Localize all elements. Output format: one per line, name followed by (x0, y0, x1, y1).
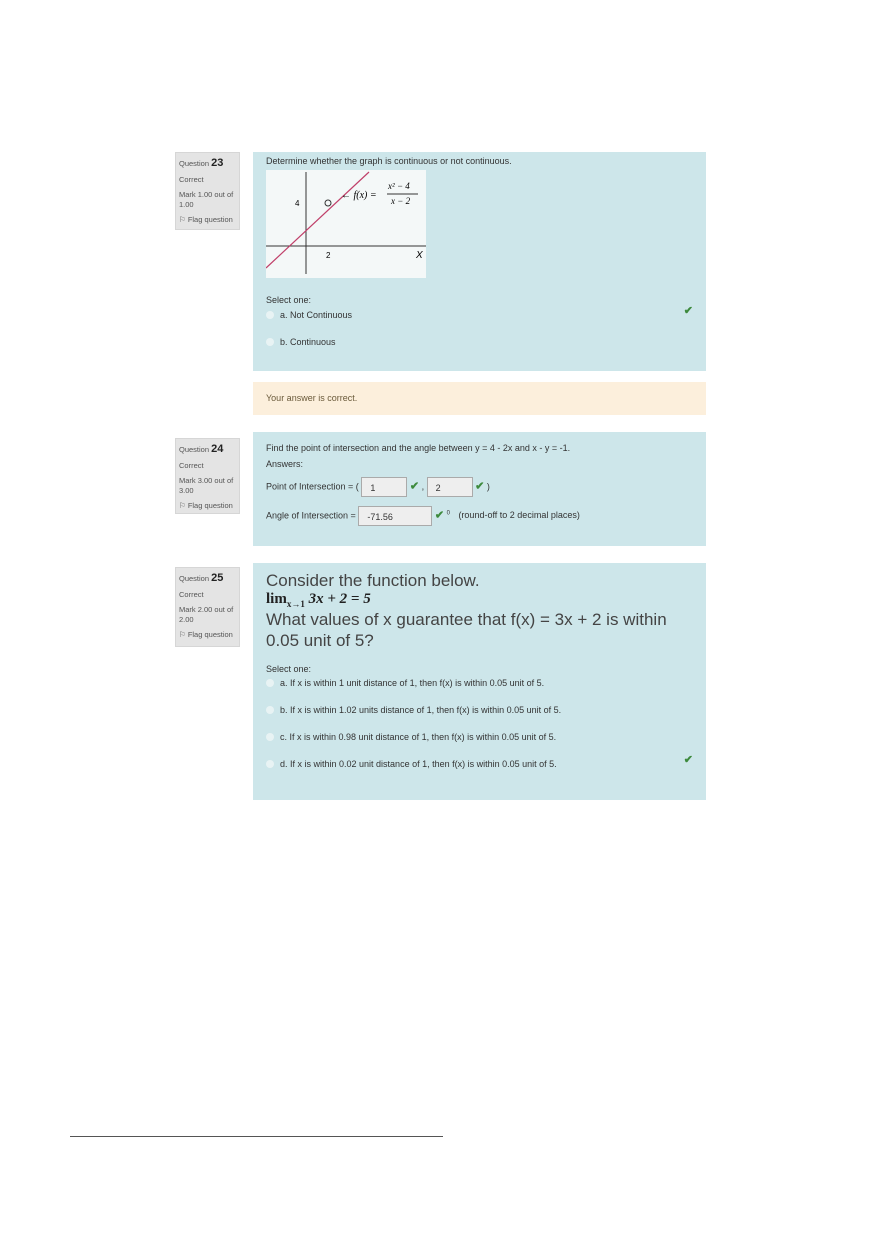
limit-expression (266, 591, 693, 609)
question-mark: Mark 2.00 out of 2.00 (179, 605, 234, 624)
question-text: Determine whether the graph is continuous or not continuous. (266, 156, 512, 166)
radio-c[interactable] (266, 733, 274, 741)
question-content-25 (253, 563, 706, 800)
question-info-24 (175, 438, 240, 514)
comma: , (421, 481, 425, 492)
question-state: Correct (179, 590, 204, 600)
question-label: Question (179, 574, 210, 583)
function-line (266, 172, 369, 268)
question-mark: Mark 3.00 out of 3.00 (179, 476, 234, 495)
lim: lim (266, 591, 287, 607)
radio-b[interactable] (266, 706, 274, 714)
function-graph (266, 170, 426, 278)
x-axis-label: X (416, 250, 423, 261)
option-b[interactable]: b. Continuous (266, 337, 693, 347)
option-a[interactable]: a. If x is within 1 unit distance of 1, then f(x) is within 0.05 unit of 5. (266, 678, 693, 688)
degree-symbol: 0 (446, 510, 450, 517)
flag-question-link[interactable]: ⚐ Flag question (179, 629, 233, 639)
poi-x-input[interactable]: 1 (361, 477, 407, 497)
function-label: ← f(x) = (341, 190, 377, 201)
select-one-label: Select one: (266, 663, 312, 674)
rounding-note: (round-off to 2 decimal places) (458, 510, 580, 521)
poi-row (266, 477, 693, 497)
radio-b[interactable] (266, 338, 274, 346)
close-paren: ) (486, 481, 490, 492)
option-a[interactable]: a. Not Continuous ✔ (266, 310, 693, 320)
question-label: Question (179, 159, 210, 168)
check-icon: ✔ (475, 480, 485, 493)
flag-icon: ⚐ (179, 629, 188, 639)
angle-input[interactable]: -71.56 (358, 506, 432, 526)
feedback-box: Your answer is correct. (253, 382, 706, 415)
check-icon: ✔ (683, 753, 693, 766)
angle-row (266, 506, 693, 526)
question-state: Correct (179, 175, 204, 185)
question-info-25 (175, 567, 240, 647)
question-text-2: What values of x guarantee that f(x) = 3x + 2 is within 0.05 unit of 5? (266, 610, 667, 651)
question-text: Find the point of intersection and the angle between y = 4 - 2x and x - y = -1. (266, 443, 571, 453)
lim-expr: 3x + 2 = 5 (304, 591, 371, 607)
lim-sub: x→1 (286, 599, 305, 609)
tick-y: 4 (295, 199, 300, 208)
question-number: 23 (211, 157, 224, 169)
flag-question-link[interactable]: ⚐ Flag question (179, 500, 233, 510)
poi-label: Point of Intersection = ( (266, 481, 359, 492)
radio-d[interactable] (266, 760, 274, 768)
question-info-23 (175, 152, 240, 230)
answers-label: Answers: (266, 459, 304, 469)
question-label: Question (179, 445, 210, 454)
angle-label: Angle of Intersection = (266, 510, 356, 521)
flag-icon: ⚐ (179, 500, 188, 510)
question-content-23 (253, 152, 706, 371)
function-denominator: x − 2 (391, 196, 411, 206)
radio-a[interactable] (266, 311, 274, 319)
question-number: 24 (211, 443, 224, 455)
flag-question-link[interactable]: ⚐ Flag question (179, 214, 233, 224)
question-content-24 (253, 432, 706, 546)
check-icon: ✔ (434, 509, 445, 522)
check-icon: ✔ (409, 480, 420, 493)
option-b[interactable]: b. If x is within 1.02 units distance of 1, then f(x) is within 0.05 unit of 5. (266, 705, 693, 715)
poi-y-input[interactable]: 2 (427, 477, 473, 497)
hole-point (325, 200, 331, 206)
question-state: Correct (179, 461, 204, 471)
footnote-divider (70, 1136, 443, 1137)
check-icon: ✔ (683, 305, 693, 317)
flag-icon: ⚐ (179, 214, 188, 224)
option-c[interactable]: c. If x is within 0.98 unit distance of 1, then f(x) is within 0.05 unit of 5. (266, 732, 693, 742)
function-numerator: x² − 4 (388, 181, 410, 191)
question-number: 25 (211, 572, 224, 584)
radio-a[interactable] (266, 679, 274, 687)
option-d[interactable]: d. If x is within 0.02 unit distance of 1, then f(x) is within 0.05 unit of 5. ✔ (266, 759, 693, 769)
question-text: Consider the function below. (266, 571, 480, 590)
select-one-label: Select one: (266, 295, 312, 305)
question-mark: Mark 1.00 out of 1.00 (179, 190, 234, 209)
tick-x: 2 (326, 251, 331, 260)
